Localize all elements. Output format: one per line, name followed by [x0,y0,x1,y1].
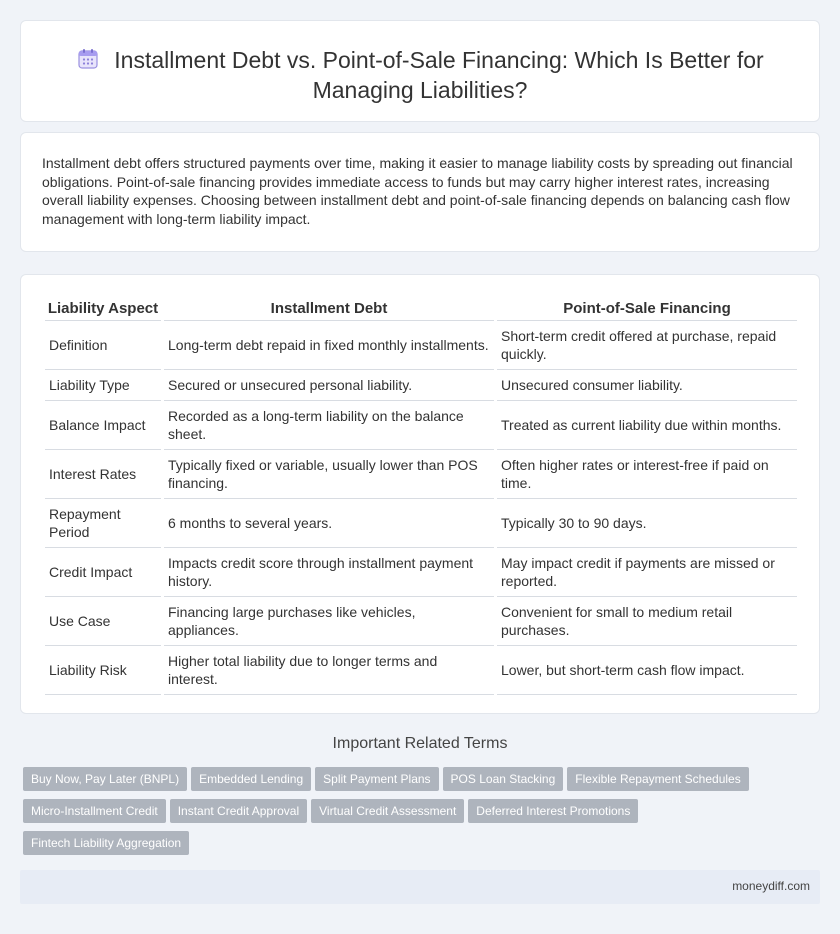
row-pos: Often higher rates or interest-free if paid on time. [497,450,797,499]
row-pos: Short-term credit offered at purchase, repaid quickly. [497,321,797,370]
row-pos: Lower, but short-term cash flow impact. [497,646,797,695]
row-pos: Treated as current liability due within months. [497,401,797,450]
calendar-icon [76,47,100,71]
related-term-tag[interactable]: Micro-Installment Credit [23,799,166,823]
related-term-tag[interactable]: Flexible Repayment Schedules [567,767,748,791]
row-aspect: Use Case [45,597,161,646]
footer [20,870,820,904]
row-pos: Unsecured consumer liability. [497,370,797,401]
row-aspect: Balance Impact [45,401,161,450]
intro-paragraph: Installment debt offers structured payments over time, making it easier to manage liability costs by spreading out financial obligations. Point-of-sale financing provides immediate access to funds but may carry higher interest rates, increasing overall liability expenses. Choosing between installment debt and point-of-sale financing depends on balancing cash flow management with long-term liability impact. [42,155,793,227]
row-aspect: Interest Rates [45,450,161,499]
row-aspect: Liability Risk [45,646,161,695]
comparison-table-card [20,274,820,714]
row-pos: Typically 30 to 90 days. [497,499,797,548]
related-term-tag[interactable]: Split Payment Plans [315,767,438,791]
row-installment: Impacts credit score through installment payment history. [164,548,494,597]
row-aspect: Liability Type [45,370,161,401]
table-row [45,597,797,646]
row-pos: May impact credit if payments are missed or reported. [497,548,797,597]
row-installment: Higher total liability due to longer terms and interest. [164,646,494,695]
related-term-tag[interactable]: Deferred Interest Promotions [468,799,638,823]
intro-card [20,132,820,252]
row-installment: Financing large purchases like vehicles, appliances. [164,597,494,646]
row-installment: Long-term debt repaid in fixed monthly installments. [164,321,494,370]
related-term-tag[interactable]: Virtual Credit Assessment [311,799,464,823]
row-installment: Recorded as a long-term liability on the balance sheet. [164,401,494,450]
related-terms-list [23,767,803,863]
related-term-tag[interactable]: POS Loan Stacking [443,767,564,791]
related-terms-title: Important Related Terms [332,735,508,752]
table-row [45,321,797,370]
row-pos: Convenient for small to medium retail purchases. [497,597,797,646]
row-aspect: Repayment Period [45,499,161,548]
table-row [45,499,797,548]
row-installment: Secured or unsecured personal liability. [164,370,494,401]
row-aspect: Credit Impact [45,548,161,597]
related-term-tag[interactable]: Buy Now, Pay Later (BNPL) [23,767,187,791]
page-title: Installment Debt vs. Point-of-Sale Financing: Which Is Better for Managing Liabilities? [114,47,764,103]
table-header-row [45,295,797,321]
page-title-wrap [21,45,819,105]
row-aspect: Definition [45,321,161,370]
table-row [45,401,797,450]
related-term-tag[interactable]: Embedded Lending [191,767,311,791]
table-row [45,548,797,597]
column-header-aspect: Liability Aspect [45,295,161,321]
title-card [20,20,820,122]
row-installment: 6 months to several years. [164,499,494,548]
footer-site-link[interactable]: moneydiff.com [732,879,810,893]
related-term-tag[interactable]: Fintech Liability Aggregation [23,831,189,855]
row-installment: Typically fixed or variable, usually lower than POS financing. [164,450,494,499]
related-term-tag[interactable]: Instant Credit Approval [170,799,307,823]
comparison-table [42,295,800,695]
table-row [45,646,797,695]
column-header-pos: Point-of-Sale Financing [497,295,797,321]
column-header-installment: Installment Debt [164,295,494,321]
table-row [45,450,797,499]
table-row [45,370,797,401]
